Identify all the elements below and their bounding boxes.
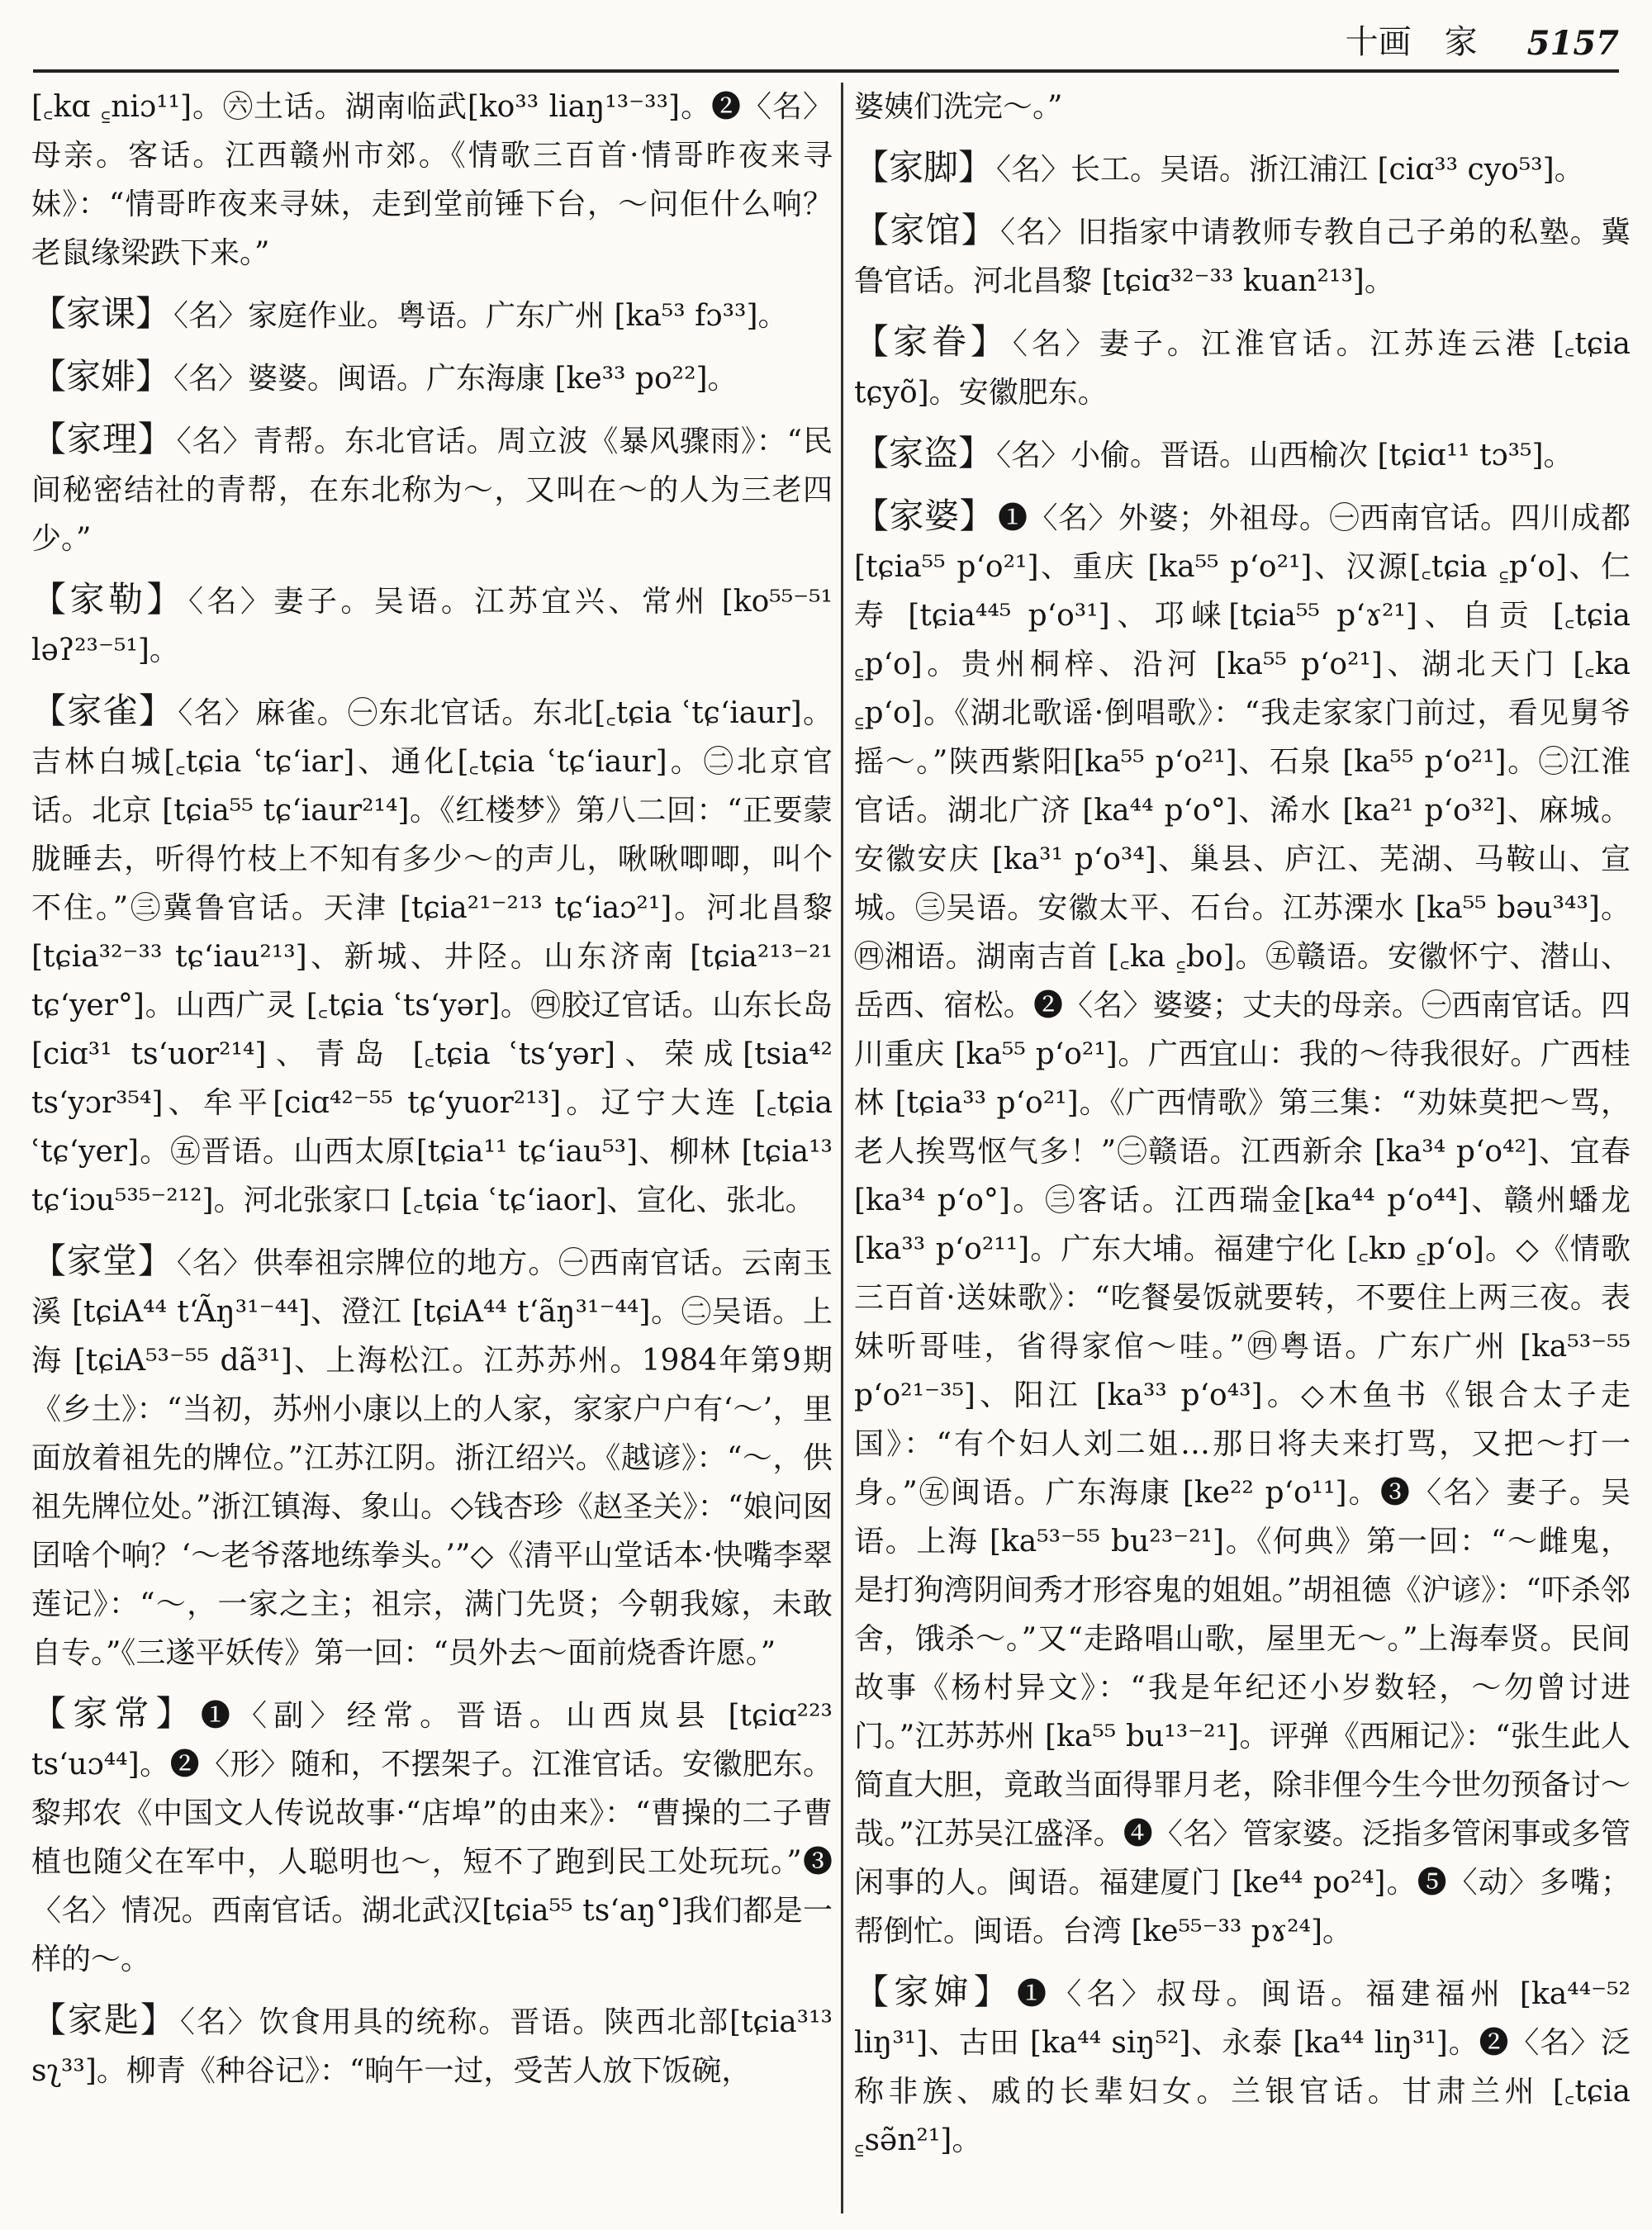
entry-headword: 【家盗】: [854, 433, 994, 473]
section-character: 家: [1444, 23, 1478, 61]
entry-headword: 【家堂】: [31, 1241, 173, 1281]
entry-headword: 【家脚】: [854, 147, 994, 187]
entry-headword: 【家婔】: [31, 356, 171, 396]
dictionary-entry: [31, 686, 833, 1225]
entry-definition: 〈名〉供奉祖宗牌位的地方。㊀西南官话。云南玉溪 [tɕiA⁴⁴ tʻÃŋ³¹⁻⁴⁴]、澄江 [tɕiA⁴⁴ tʻãŋ³¹⁻⁴⁴]。㊁吴语。上海 [tɕiA⁵³⁻⁵⁵ dã³¹]、上海松江。江苏苏州。1984年第9期《乡土》：“当初，苏州小康以上的人家，家家户户有‘～’，里面放着祖先的牌位。”江苏江阴。浙江绍兴。《越谚》：“～，供祖先牌位处。”浙江镇海、象山。◇钱杏珍《赵圣关》：“娘问囡囝啥个响？‘～老爷落地练拳头。’”◇《清平山堂话本·快嘴李翠莲记》：“～，一家之主；祖宗，满门先贤；今朝我嫁，未敢自专。”《三遂平妖传》第一回：“员外去～面前烧香许愿。”: [31, 1246, 833, 1670]
entry-definition: 〈名〉饮食用具的统称。晋语。陕西北部[tɕia³¹³ sʅ³³]。柳青《种谷记》：“晌午一过，受苦人放下饭碗，: [31, 2005, 833, 2088]
entry-headword: 【家匙】: [31, 2000, 177, 2040]
left-column: [31, 83, 833, 2213]
dictionary-entry: [31, 1689, 833, 1984]
entry-definition: 婆姨们洗完～。”: [854, 90, 1063, 124]
dictionary-entry: [31, 1995, 833, 2095]
dictionary-entry: [854, 1967, 1631, 2165]
right-column: [854, 83, 1631, 2213]
entry-definition: [꜀kɑ ꜁niɔ¹¹]。㊅土话。湖南临武[ko³³ liaŋ¹³⁻³³]。❷〈名〉母亲。客话。江西赣州市郊。《情歌三百首·情哥昨夜来寻妹》：“情哥昨夜来寻妹，走到堂前锤下台，～问佢什么响？老鼠缘梁跌下来。”: [31, 90, 833, 270]
entry-definition: ❶〈副〉经常。晋语。山西岚县 [tɕiɑ²²³ tsʻuɔ⁴⁴]。❷〈形〉随和，不摆架子。江淮官话。安徽肥东。黎邦农《中国文人传说故事·“店埠”的由来》：“曹操的二子曹植也随父在军中，人聪明也～，短不了跑到民工处玩玩。”❸〈名〉情况。西南官话。湖北武汉[tɕia⁵⁵ tsʻaŋ°]我们都是一样的～。: [31, 1699, 833, 1976]
dictionary-entry: [31, 289, 833, 340]
page-header: [33, 21, 1619, 73]
section-label: 十画: [1345, 23, 1412, 61]
dictionary-entry: [854, 317, 1631, 417]
entry-headword: 【家理】: [31, 419, 173, 459]
entry-definition: 〈名〉长工。吴语。浙江浦江 [ciɑ³³ cyo⁵³]。: [996, 153, 1584, 187]
entry-definition: 〈名〉妻子。吴语。江苏宜兴、常州 [ko⁵⁵⁻⁵¹ ləʔ²³⁻⁵¹]。: [31, 585, 833, 667]
dictionary-entry: [31, 575, 833, 675]
dictionary-entry: [31, 352, 833, 403]
entry-definition: ❶〈名〉外婆；外祖母。㊀西南官话。四川成都 [tɕia⁵⁵ pʻo²¹]、重庆 [ka⁵⁵ pʻo²¹]、汉源[꜀tɕia ꜁pʻo]、仁寿 [tɕia⁴⁴⁵ pʻo³¹]、邛崃[tɕia⁵⁵ pʻɤ²¹]、自贡 [꜀tɕia ꜁pʻo]。贵州桐梓、沿河 [ka⁵⁵ pʻo²¹]、湖北天门 [꜀ka ꜁pʻo]。《湖北歌谣·倒唱歌》：“我走家家门前过，看见舅爷摇～。”陕西紫阳[ka⁵⁵ pʻo²¹]、石泉 [ka⁵⁵ pʻo²¹]。㊁江淮官话。湖北广济 [ka⁴⁴ pʻo°]、浠水 [ka²¹ pʻo³²]、麻城。安徽安庆 [ka³¹ pʻo³⁴]、巢县、庐江、芜湖、马鞍山、宣城。㊂吴语。安徽太平、石台。江苏溧水 [ka⁵⁵ bəu³⁴³]。㊃湘语。湖南吉首 [꜀ka ꜁bo]。㊄赣语。安徽怀宁、潜山、岳西、宿松。❷〈名〉婆婆；丈夫的母亲。㊀西南官话。四川重庆 [ka⁵⁵ pʻo²¹]。广西宜山：我的～待我很好。广西桂林 [tɕia³³ pʻo²¹]。《广西情歌》第三集：“劝妹莫把～骂，老人挨骂怄气多！”㊁赣语。江西新余 [ka³⁴ pʻo⁴²]、宜春 [ka³⁴ pʻo°]。㊂客话。江西瑞金[ka⁴⁴ pʻo⁴⁴]、赣州蟠龙 [ka³³ pʻo²¹¹]。广东大埔。福建宁化 [꜀kɒ ꜁pʻo]。◇《情歌三百首·送妹歌》：“吃餐晏饭就要转，不要住上两三夜。表妹听哥哇，省得家倌～哇。”㊃粤语。广东广州 [ka⁵³⁻⁵⁵ pʻo²¹⁻³⁵]、阳江 [ka³³ pʻo⁴³]。◇木鱼书《银合太子走国》：“有个妇人刘二姐…那日将夫来打骂，又把～打一身。”㊄闽语。广东海康 [ke²² pʻo¹¹]。❸〈名〉妻子。吴语。上海 [ka⁵³⁻⁵⁵ bu²³⁻²¹]。《何典》第一回：“～雌鬼，是打狗湾阴间秀才形容鬼的姐姐。”胡祖德《沪谚》：“吓杀邻舍，饿杀～。”又“走路唱山歌，屋里无～。”上海奉贤。民间故事《杨村异文》：“我是年纪还小岁数轻，～勿曾讨进门。”江苏苏州 [ka⁵⁵ bu¹³⁻²¹]。评弹《西厢记》：“张生此人简直大胆，竟敢当面得罪月老，除非俚今生今世勿预备讨～哉。”江苏吴江盛泽。❹〈名〉管家婆。泛指多管闲事或多管闲事的人。闽语。福建厦门 [ke⁴⁴ po²⁴]。❺〈动〉多嘴；帮倒忙。闽语。台湾 [ke⁵⁵⁻³³ pɤ²⁴]。: [854, 501, 1631, 1948]
page-number: 5157: [1526, 24, 1619, 63]
entry-headword: 【家眷】: [854, 321, 1009, 362]
entry-definition: ❶〈名〉叔母。闽语。福建福州 [ka⁴⁴⁻⁵² liŋ³¹]、古田 [ka⁴⁴ siŋ⁵²]、永泰 [ka⁴⁴ liŋ³¹]。❷〈名〉泛称非族、戚的长辈妇女。兰银官话。甘肃兰州 [꜀tɕia ꜁sə̃n²¹]。: [854, 1977, 1631, 2157]
entry-definition: 〈名〉青帮。东北官话。周立波《暴风骤雨》：“民间秘密结社的青帮，在东北称为～，又叫在～的人为三老四少。”: [31, 425, 833, 556]
dictionary-entry: [31, 415, 833, 563]
entry-headword: 【家勒】: [31, 579, 185, 619]
dictionary-entry: [31, 83, 833, 278]
dictionary-entry: [31, 1236, 833, 1677]
entry-definition: 〈名〉妻子。江淮官话。江苏连云港 [꜀tɕia tɕyõ]。安徽肥东。: [854, 327, 1631, 410]
entry-headword: 【家婆】: [854, 496, 995, 536]
entry-headword: 【家馆】: [854, 210, 997, 250]
column-divider: [841, 83, 843, 2213]
dictionary-entry: [854, 83, 1631, 131]
entry-definition: 〈名〉小偷。晋语。山西榆次 [tɕiɑ¹¹ tɔ³⁵]。: [996, 439, 1574, 472]
entry-headword: 【家雀】: [31, 690, 175, 731]
entry-definition: 〈名〉麻雀。㊀东北官话。东北[꜀tɕia ʿtɕʻiaur]。吉林白城[꜀tɕia ʿtɕʻiar]、通化[꜀tɕia ʿtɕʻiaur]。㊁北京官话。北京 [tɕia⁵⁵ tɕʻiaur²¹⁴]。《红楼梦》第八二回：“正要蒙胧睡去，听得竹枝上不知有多少～的声儿，啾啾唧唧，叫个不住。”㊂冀鲁官话。天津 [tɕia²¹⁻²¹³ tɕʻiaɔ²¹]。河北昌黎 [tɕia³²⁻³³ tɕʻiau²¹³]、新城、井陉。山东济南 [tɕia²¹³⁻²¹ tɕʻyer°]。山西广灵 [꜀tɕia ʿtsʻyər]。㊃胶辽官话。山东长岛[ciɑ³¹ tsʻuor²¹⁴]、青岛 [꜀tɕia ʿtsʻyər]、荣成[tsia⁴² tsʻyɔr³⁵⁴]、牟平[ciɑ⁴²⁻⁵⁵ tɕʻyuor²¹³]。辽宁大连 [꜀tɕia ʿtɕʻyer]。㊄晋语。山西太原[tɕia¹¹ tɕʻiau⁵³]、柳林 [tɕia¹³ tɕʻiɔu⁵³⁵⁻²¹²]。河北张家口 [꜀tɕia ʿtɕʻiaor]、宣化、张北。: [31, 696, 833, 1217]
entry-headword: 【家婶】: [854, 1971, 1014, 2012]
entry-headword: 【家课】: [31, 293, 171, 334]
entry-definition: 〈名〉家庭作业。粤语。广东广州 [ka⁵³ fɔ³³]。: [173, 299, 788, 333]
dictionary-entry: [854, 491, 1631, 1956]
entry-headword: 【家常】: [31, 1693, 197, 1734]
entry-definition: 〈名〉婆婆。闽语。广东海康 [ke³³ po²²]。: [173, 362, 738, 396]
dictionary-entry: [854, 143, 1631, 194]
dictionary-entry: [854, 429, 1631, 480]
entry-definition: 〈名〉旧指家中请教师专教自己子弟的私塾。冀鲁官话。河北昌黎 [tɕiɑ³²⁻³³ kuan²¹³]。: [854, 216, 1631, 298]
dictionary-entry: [854, 206, 1631, 306]
